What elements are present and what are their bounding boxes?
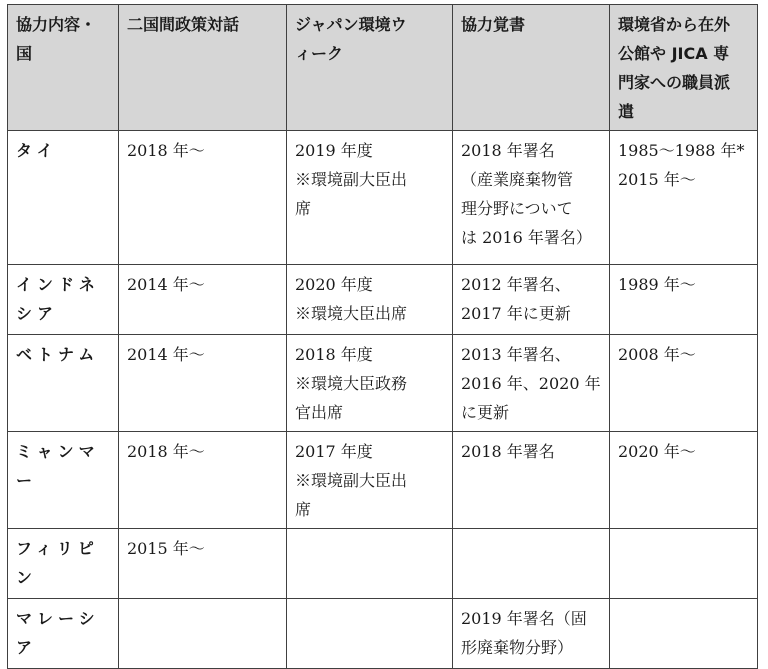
header-country: 協力内容・ 国 — [8, 5, 119, 131]
week-cell: 2017 年度 ※環境副大臣出 席 — [287, 432, 453, 529]
dialogue-cell: 2014 年～ — [119, 265, 287, 335]
moc-cell — [453, 529, 610, 599]
moc-cell: 2013 年署名、 2016 年、2020 年 に更新 — [453, 335, 610, 432]
dialogue-cell: 2018 年～ — [119, 432, 287, 529]
table-row — [8, 265, 758, 335]
week-cell: 2019 年度 ※環境副大臣出 席 — [287, 131, 453, 265]
week-cell — [287, 599, 453, 669]
header-dialogue: 二国間政策対話 — [119, 5, 287, 131]
header-staff-dispatch: 環境省から在外 公館や JICA 専 門家への職員派 遣 — [610, 5, 758, 131]
dispatch-cell: 2020 年～ — [610, 432, 758, 529]
header-row — [8, 5, 758, 131]
dispatch-cell: 1985～1988 年* 2015 年～ — [610, 131, 758, 265]
table-row — [8, 529, 758, 599]
table-row — [8, 432, 758, 529]
dispatch-cell: 2008 年～ — [610, 335, 758, 432]
dialogue-cell: 2015 年～ — [119, 529, 287, 599]
country-cell: タイ — [8, 131, 119, 265]
cooperation-table — [7, 4, 758, 669]
dispatch-cell — [610, 529, 758, 599]
country-cell: ベトナム — [8, 335, 119, 432]
moc-cell: 2019 年署名（固 形廃棄物分野） — [453, 599, 610, 669]
header-moc: 協力覚書 — [453, 5, 610, 131]
dispatch-cell — [610, 599, 758, 669]
country-cell: ミャンマ ー — [8, 432, 119, 529]
week-cell: 2020 年度 ※環境大臣出席 — [287, 265, 453, 335]
table-row — [8, 599, 758, 669]
country-cell: フィリピ ン — [8, 529, 119, 599]
week-cell — [287, 529, 453, 599]
dispatch-cell: 1989 年～ — [610, 265, 758, 335]
table-row — [8, 335, 758, 432]
dialogue-cell: 2018 年～ — [119, 131, 287, 265]
country-cell: インドネ シア — [8, 265, 119, 335]
moc-cell: 2018 年署名 — [453, 432, 610, 529]
header-japan-env-week: ジャパン環境ウ ィーク — [287, 5, 453, 131]
moc-cell: 2018 年署名 （産業廃棄物管 理分野について は 2016 年署名） — [453, 131, 610, 265]
table-row — [8, 131, 758, 265]
dialogue-cell — [119, 599, 287, 669]
moc-cell: 2012 年署名、 2017 年に更新 — [453, 265, 610, 335]
country-cell: マレーシ ア — [8, 599, 119, 669]
week-cell: 2018 年度 ※環境大臣政務 官出席 — [287, 335, 453, 432]
dialogue-cell: 2014 年～ — [119, 335, 287, 432]
